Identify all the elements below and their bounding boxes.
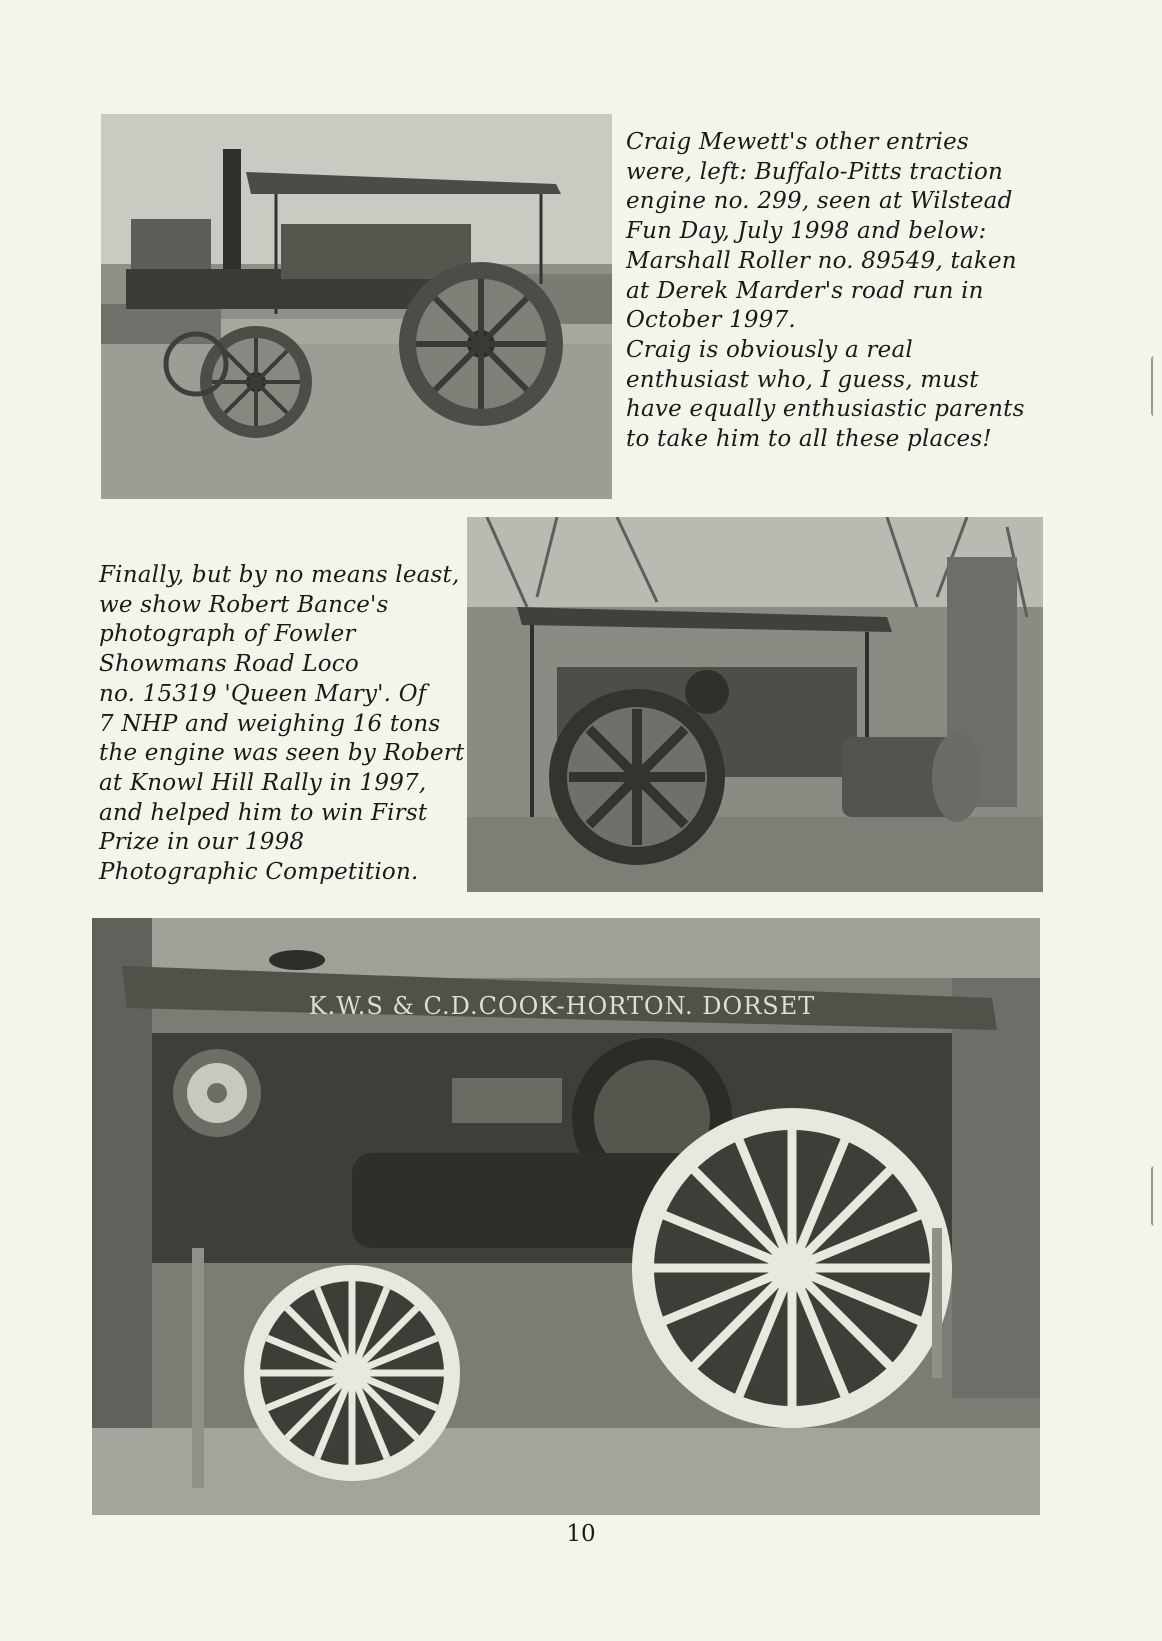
page-number: 10	[566, 1521, 596, 1547]
caption-line: Showmans Road Loco	[99, 651, 359, 678]
caption-line: we show Robert Bance's	[99, 591, 389, 618]
caption-line: Craig Mewett's other entries	[626, 129, 969, 155]
caption-line: Craig is obviously a real	[626, 336, 913, 363]
roller-illustration	[467, 517, 1043, 892]
canopy-lettering: K.W.S & C.D.COOK-HORTON. DORSET	[308, 992, 816, 1020]
staple-mark	[1151, 1166, 1160, 1226]
caption-line: and helped him to win First	[99, 799, 428, 826]
caption-line: have equally enthusiastic parents	[626, 396, 1025, 423]
caption-line: 7 NHP and weighing 16 tons	[99, 710, 441, 737]
caption-line: Prize in our 1998	[99, 829, 305, 856]
traction-engine-illustration	[101, 114, 612, 499]
caption-line: were, left: Buffalo-Pitts traction	[626, 158, 1004, 185]
caption-line: to take him to all these places!	[626, 426, 992, 453]
caption-line: Photographic Competition.	[99, 859, 419, 886]
caption-craig-mewett-entries	[626, 128, 1046, 455]
caption-robert-bance-queen-mary	[99, 561, 469, 888]
caption-line: at Derek Marder's road run in	[626, 277, 984, 304]
caption-line: October 1997.	[626, 307, 796, 334]
caption-line: Fun Day, July 1998 and below:	[626, 218, 987, 245]
caption-line: engine no. 299, seen at Wilstead	[626, 188, 1013, 215]
caption-line: Marshall Roller no. 89549, taken	[626, 247, 1017, 274]
photo-buffalo-pitts-traction-engine	[101, 114, 612, 499]
staple-mark	[1151, 356, 1160, 416]
caption-line: the engine was seen by Robert	[99, 740, 465, 767]
caption-line: Finally, but by no means least,	[99, 562, 460, 588]
caption-line: no. 15319 'Queen Mary'. Of	[99, 680, 427, 707]
photo-marshall-roller	[467, 517, 1043, 892]
caption-line: enthusiast who, I guess, must	[626, 366, 979, 393]
showmans-engine-illustration	[92, 918, 1040, 1515]
photo-fowler-showmans-road-loco	[92, 918, 1040, 1515]
caption-line: at Knowl Hill Rally in 1997,	[99, 769, 427, 796]
caption-line: photograph of Fowler	[99, 621, 356, 648]
